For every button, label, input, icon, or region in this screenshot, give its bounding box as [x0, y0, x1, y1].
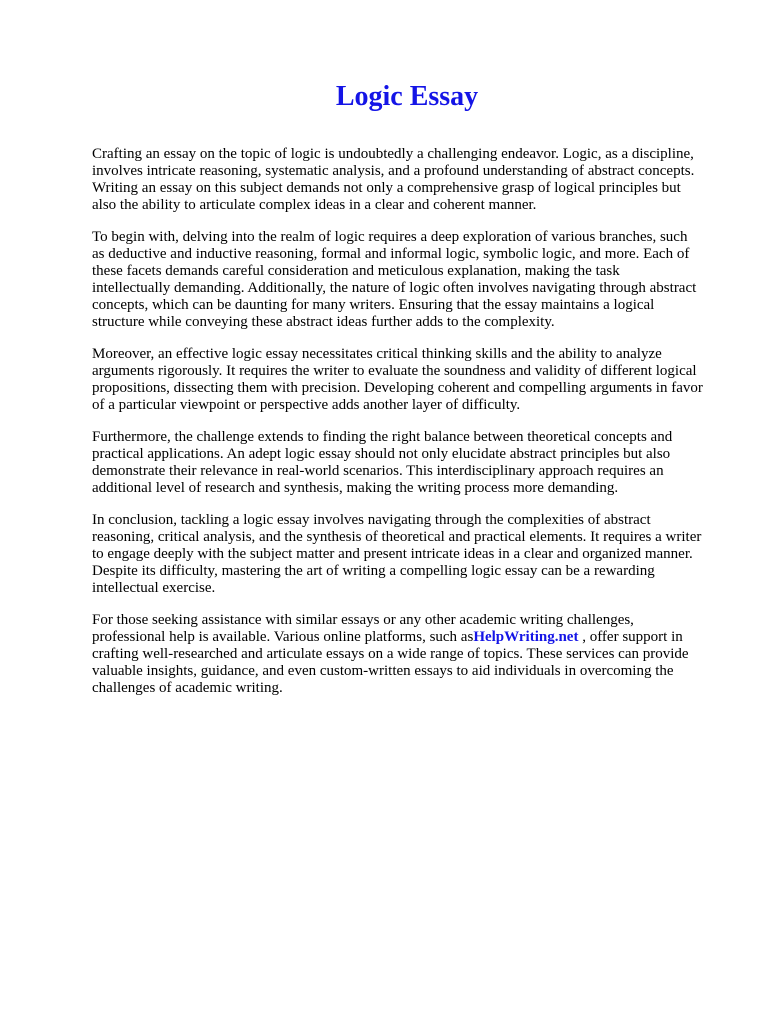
paragraph-conclusion: In conclusion, tackling a logic essay involves navigating through the complexities of abstract reasoning, critical analysis, and the synthesis of theoretical and practical elements. It requires a writer to engage deeply with the subject matter and present intricate ideas in a clear and organized manner. Despite its difficulty, mastering the art of writing a compelling logic essay can be a rewarding intellectual exercise. — [92, 512, 702, 596]
paragraph-critical-thinking: Moreover, an effective logic essay necessitates critical thinking skills and the ability to analyze arguments rigorously. It requires the writer to evaluate the soundness and validity of different logical propositions, dissecting them with precision. Developing coherent and compelling arguments in favor of a particular viewpoint or perspective adds another layer of difficulty. — [92, 346, 703, 413]
paragraph-intro: Crafting an essay on the topic of logic is undoubtedly a challenging endeavor. Logic, as a discipline, involves intricate reasoning, systematic analysis, and a profound understanding of abstract concepts. Writing an essay on this subject demands not only a comprehensive grasp of logical principles but also the ability to articulate complex ideas in a clear and coherent manner. — [92, 146, 695, 213]
page-title: Logic Essay — [335, 81, 479, 112]
assistance-text-after-link: , offer support in crafting well-researched and articulate essays on a wide range of topics. These services can provide valuable insights, guidance, and even custom-written essays to aid individuals in overcoming the challenges of academic writing. — [92, 629, 689, 696]
paragraph-balance: Furthermore, the challenge extends to finding the right balance between theoretical concepts and practical applications. An adept logic essay should not only elucidate abstract principles but also demonstrate their relevance in real-world scenarios. This interdisciplinary approach requires an additional level of research and synthesis, making the writing process more demanding. — [92, 429, 673, 496]
essay-body — [92, 146, 732, 712]
paragraph-assistance — [92, 612, 732, 697]
helpwriting-link[interactable]: HelpWriting.net — [473, 629, 579, 645]
assistance-text-before-link: For those seeking assistance with similar essays or any other academic writing challenges, professional help is available. Various online platforms, such as — [92, 612, 634, 645]
paragraph-branches: To begin with, delving into the realm of logic requires a deep exploration of various branches, such as deductive and inductive reasoning, formal and informal logic, symbolic logic, and more. Each of these facets demands careful consideration and meticulous explanation, making the task intellectually demanding. Additionally, the nature of logic often involves navigating through abstract concepts, which can be daunting for many writers. Ensuring that the essay maintains a logical structure while conveying these abstract ideas further adds to the complexity. — [92, 229, 697, 330]
